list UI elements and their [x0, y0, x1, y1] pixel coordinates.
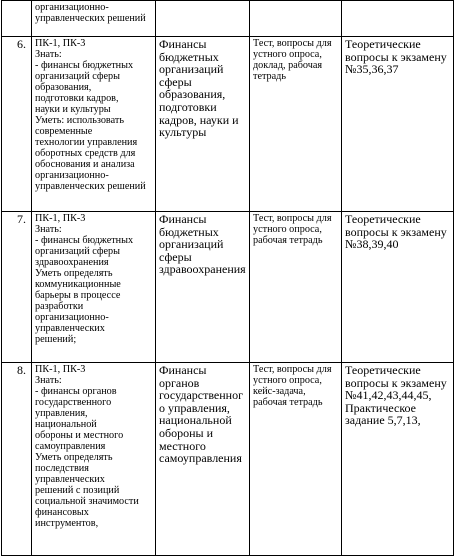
- cell-text-line: Финансы: [159, 363, 207, 377]
- cell-text-line: Теоретические: [345, 37, 421, 51]
- topic-cell: [156, 1, 250, 37]
- competence-cell: [32, 363, 156, 556]
- cell-text-line: организационно-: [35, 312, 109, 323]
- competence-table: [1, 0, 454, 556]
- cell-text-line: науки и культуры: [35, 104, 111, 115]
- cell-text-line: здравоохранения: [35, 257, 109, 268]
- assessment-tools-cell: [250, 37, 342, 212]
- cell-text-line: коммуникационные: [35, 279, 121, 290]
- cell-text-line: современные: [35, 126, 93, 137]
- competence-cell: [32, 1, 156, 37]
- cell-text-line: сферы: [159, 74, 192, 89]
- cell-text-line: задание 5,7,13,: [345, 413, 421, 428]
- cell-text-line: самоуправления: [35, 441, 106, 452]
- cell-text-line: Тест, вопросы для: [253, 38, 332, 49]
- cell-text-line: бюджетных: [159, 49, 219, 64]
- cell-text-line: подготовки кадров,: [35, 93, 119, 104]
- cell-text-line: Уметь: использовать: [35, 115, 124, 126]
- cell-text-line: местного: [159, 438, 206, 453]
- exam-questions-cell: [342, 363, 454, 556]
- cell-text-line: кадров, науки и: [159, 112, 239, 127]
- table-row: [2, 1, 454, 37]
- cell-text-line: №41,42,43,44,45,: [345, 388, 432, 403]
- cell-text-line: управленческих: [35, 323, 105, 334]
- cell-text-line: социальной значимости: [35, 496, 139, 507]
- cell-text-line: рабочая тетрадь: [253, 235, 323, 246]
- topic-cell: [156, 212, 250, 363]
- cell-text-line: образования,: [35, 82, 92, 93]
- exam-questions-cell: [342, 1, 454, 37]
- row-number: 8.: [2, 363, 32, 556]
- cell-text-line: Знать:: [35, 49, 62, 60]
- cell-text-line: - финансы бюджетных: [35, 60, 134, 71]
- cell-text-line: №35,36,37: [345, 62, 399, 77]
- cell-text-line: Знать:: [35, 375, 62, 386]
- cell-text-line: организационно-: [35, 2, 109, 13]
- cell-text-line: финансовых: [35, 507, 89, 518]
- cell-text-line: здравоохранения: [159, 262, 246, 277]
- cell-text-line: организаций сферы: [35, 71, 120, 82]
- cell-text-line: устного опроса,: [253, 49, 322, 60]
- cell-text-line: решений с позиций: [35, 485, 120, 496]
- cell-text-line: обоснования и анализа: [35, 159, 135, 170]
- cell-text-line: Теоретические: [345, 363, 421, 377]
- cell-text-line: самоуправления: [159, 451, 242, 466]
- cell-text-line: управленческих решений: [35, 13, 146, 24]
- cell-text-line: организаций: [159, 237, 224, 252]
- cell-text-line: органов: [159, 375, 200, 390]
- table-row: [2, 37, 454, 212]
- cell-text-line: кейс-задача,: [253, 386, 306, 397]
- cell-text-line: обороны и: [159, 425, 214, 440]
- row-number: [2, 1, 32, 37]
- exam-questions-cell: [342, 37, 454, 212]
- cell-text-line: №38,39,40: [345, 237, 399, 252]
- assessment-tools-cell: [250, 363, 342, 556]
- table-row: [2, 363, 454, 556]
- cell-text-line: культуры: [159, 125, 207, 140]
- topic-cell: [156, 363, 250, 556]
- cell-text-line: национальной: [35, 419, 97, 430]
- cell-text-line: Уметь определять: [35, 452, 113, 463]
- cell-text-line: тетрадь: [253, 71, 286, 82]
- cell-text-line: национальной: [159, 413, 232, 428]
- cell-text-line: вопросы к экзамену: [345, 224, 447, 239]
- cell-text-line: Тест, вопросы для: [253, 364, 332, 375]
- cell-text-line: вопросы к экзамену: [345, 375, 447, 390]
- cell-text-line: Теоретические: [345, 212, 421, 226]
- cell-text-line: оборотных средств для: [35, 148, 136, 159]
- cell-text-line: барьеры в процессе: [35, 290, 121, 301]
- cell-text-line: устного опроса,: [253, 375, 322, 386]
- cell-text-line: организационно-: [35, 170, 109, 181]
- cell-text-line: ПК-1, ПК-3: [35, 364, 86, 375]
- cell-text-line: ПК-1, ПК-3: [35, 38, 86, 49]
- cell-text-line: разработки: [35, 301, 84, 312]
- cell-text-line: образования,: [159, 87, 226, 102]
- cell-text-line: Практическое: [345, 400, 417, 415]
- cell-text-line: Финансы: [159, 37, 207, 51]
- cell-text-line: подготовки: [159, 99, 217, 114]
- cell-text-line: доклад, рабочая: [253, 60, 323, 71]
- topic-cell: [156, 37, 250, 212]
- cell-text-line: организаций сферы: [35, 246, 120, 257]
- competence-cell: [32, 212, 156, 363]
- cell-text-line: о управления,: [159, 400, 230, 415]
- cell-text-line: Финансы: [159, 212, 207, 226]
- cell-text-line: Уметь определять: [35, 268, 113, 279]
- cell-text-line: рабочая тетрадь: [253, 397, 323, 408]
- cell-text-line: Тест, вопросы для: [253, 213, 332, 224]
- cell-text-line: - финансы органов: [35, 386, 117, 397]
- assessment-tools-cell: [250, 1, 342, 37]
- cell-text-line: управления,: [35, 408, 88, 419]
- table-row: [2, 212, 454, 363]
- cell-text-line: управленческих решений: [35, 181, 146, 192]
- cell-text-line: решений;: [35, 334, 77, 345]
- exam-questions-cell: [342, 212, 454, 363]
- cell-text-line: последствия: [35, 463, 89, 474]
- cell-text-line: устного опроса,: [253, 224, 322, 235]
- cell-text-line: вопросы к экзамену: [345, 49, 447, 64]
- cell-text-line: Знать:: [35, 224, 62, 235]
- assessment-tools-cell: [250, 212, 342, 363]
- cell-text-line: обороны и местного: [35, 430, 124, 441]
- cell-text-line: бюджетных: [159, 224, 219, 239]
- cell-text-line: инструментов,: [35, 518, 99, 529]
- cell-text-line: управленческих: [35, 474, 105, 485]
- cell-text-line: государственног: [159, 388, 244, 403]
- row-number: 7.: [2, 212, 32, 363]
- competence-cell: [32, 37, 156, 212]
- cell-text-line: - финансы бюджетных: [35, 235, 134, 246]
- cell-text-line: сферы: [159, 249, 192, 264]
- cell-text-line: организаций: [159, 62, 224, 77]
- cell-text-line: ПК-1, ПК-3: [35, 213, 86, 224]
- row-number: 6.: [2, 37, 32, 212]
- cell-text-line: государственного: [35, 397, 112, 408]
- cell-text-line: технологии управления: [35, 137, 138, 148]
